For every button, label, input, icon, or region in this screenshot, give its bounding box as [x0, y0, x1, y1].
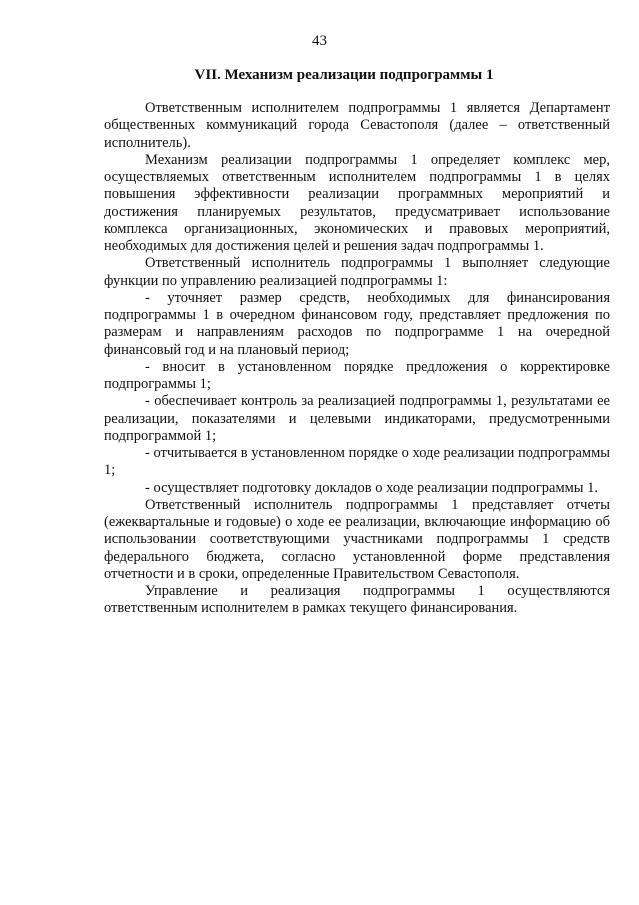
paragraph: Управление и реализация подпрограммы 1 осуществляются ответственным исполнителем в рамках текущего финансирования.: [104, 583, 610, 617]
list-item: - осуществляет подготовку докладов о ходе реализации подпрограммы 1.: [145, 479, 599, 496]
list-item: - обеспечивает контроль за реализацией подпрограммы 1, результатами ее реализации, показателями и целевыми индикаторами, предусмотренными подпрограммой 1;: [104, 393, 610, 444]
paragraph: Механизм реализации подпрограммы 1 определяет комплекс мер, осуществляемых ответственным исполнителем подпрограммы 1 в целях повышения эффективности реализации программных мероприятий и достижения планируемых результатов, предусматривает использование комплекса организационных, экономических и правовых мероприятий, необходимых для достижения целей и решения задач подпрограммы 1.: [104, 151, 610, 254]
paragraph: Ответственный исполнитель подпрограммы 1 представляет отчеты (ежеквартальные и годовые) о ходе ее реализации, включающие информацию об использовании соответствующими участниками подпрограммы 1 средств федерального бюджета, согласно установленной форме представления отчетности и в сроки, определенные Правительством Севастополя.: [104, 496, 610, 582]
paragraph: Ответственным исполнителем подпрограммы 1 является Департамент общественных коммуникаций города Севастополя (далее – ответственный исполнитель).: [104, 100, 610, 151]
body-text: [104, 100, 610, 618]
list-item: - уточняет размер средств, необходимых для финансирования подпрограммы 1 в очередном финансовом году, представляет предложения по размерам и направлениям расходов по подпрограмме 1 на очередной финансовый год и на плановый период;: [104, 289, 610, 358]
list-item: - вносит в установленном порядке предложения о корректировке подпрограммы 1;: [104, 358, 610, 392]
page-number: 43: [312, 33, 327, 49]
list-item: - отчитывается в установленном порядке о ходе реализации подпрограммы 1;: [104, 445, 610, 479]
section-heading: VII. Механизм реализации подпрограммы 1: [194, 67, 494, 83]
paragraph: Ответственный исполнитель подпрограммы 1 выполняет следующие функции по управлению реализацией подпрограммы 1:: [104, 255, 610, 289]
